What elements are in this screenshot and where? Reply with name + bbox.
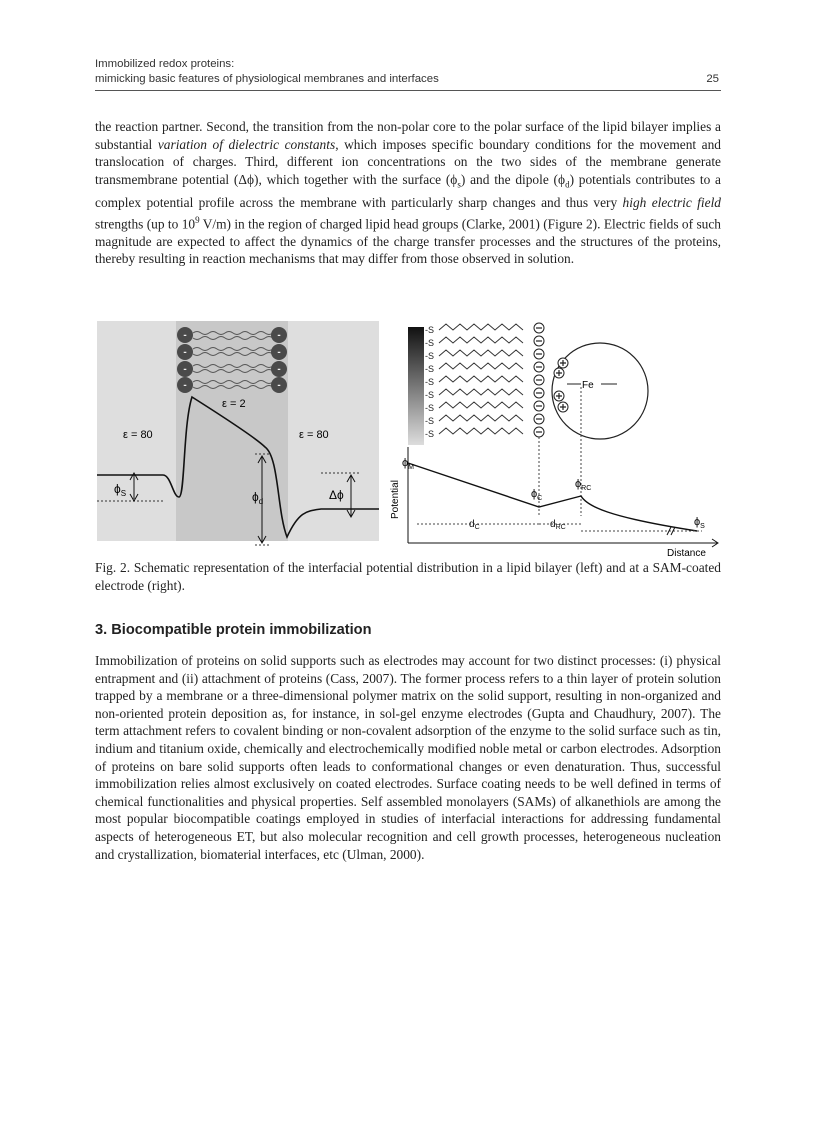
x-axis-label: Distance	[667, 548, 706, 559]
thiol-labels	[425, 325, 434, 439]
svg-text:-S: -S	[425, 390, 434, 400]
fe-label: Fe	[582, 380, 594, 391]
svg-text:-: -	[183, 347, 187, 358]
svg-text:-S: -S	[425, 429, 434, 439]
paragraph-immobilization: Immobilization of proteins on solid supports such as electrodes may account for two distinct processes: (i) physical entrapment and (ii) attachment of proteins (Cass, 2007). The former process refers to a thin layer of protein solution trapped by a membrane or a three-dimensional polymer matrix on the solid support, resulting in non-organized and non-oriented protein deposition as, for instance, in sol-gel enzyme electrodes (Gupta and Chaudhury, 2007). The term attachment refers to covalent binding or non-covalent adsorption of the enzyme to the solid surface such as tin, indium and titanium oxide, chemically and electrochemically modified noble metal or carbon electrodes. Adsorption of proteins on bare solid supports often leads to conformational changes or even denaturation. Thus, successful immobilization relies almost exclusively on coated electrodes. Surface coating needs to be well defined in terms of chemical functionalities and physical properties. Self assembled monolayers (SAMs) of alkanethiols are among the most popular biocompatible coatings employed in studies of interfacial interactions for addressing fundamental aspects of heterogeneous ET, but also molecular recognition and cell growth processes, heterogeneous nucleation and crystallization, biomaterial interfaces, etc (Ulman, 2000).	[95, 653, 721, 862]
running-header	[95, 57, 721, 87]
membrane-core-region	[176, 321, 288, 541]
right-panel-sam-electrode	[390, 323, 718, 559]
surface-negative-charges	[534, 323, 544, 437]
svg-text:-S: -S	[425, 351, 434, 361]
page-number: 25	[706, 73, 719, 85]
svg-text:-S: -S	[425, 377, 434, 387]
svg-text:-S: -S	[425, 403, 434, 413]
svg-text:-: -	[183, 380, 187, 391]
eps-right-label: ε = 80	[299, 429, 329, 441]
header-title-line1: Immobilized redox proteins:	[95, 58, 235, 70]
svg-text:-: -	[183, 364, 187, 375]
left-panel-bilayer	[97, 321, 379, 545]
svg-text:-S: -S	[425, 364, 434, 374]
svg-text:-: -	[183, 330, 187, 341]
figure-2-svg	[97, 321, 722, 561]
header-title-line2: mimicking basic features of physiological membranes and interfaces	[95, 73, 439, 85]
figure-2	[97, 321, 722, 561]
eps-core-label: ε = 2	[222, 398, 246, 410]
svg-text:-: -	[277, 347, 281, 358]
d-rc-label: $d_{RC}$	[550, 519, 566, 531]
header-rule	[95, 90, 721, 91]
y-axis-label: Potential	[390, 480, 401, 519]
figure-caption: Fig. 2. Schematic representation of the interfacial potential distribution in a lipid bilayer (left) and at a SAM-coated electrode (right).	[95, 560, 721, 593]
protein-sphere	[552, 343, 648, 439]
delta-phi-label: Δϕ	[329, 488, 344, 502]
svg-text:-S: -S	[425, 416, 434, 426]
phi-rc-label: $\phi_{RC}$	[575, 478, 592, 492]
eps-left-label: ε = 80	[123, 429, 153, 441]
svg-text:-: -	[277, 380, 281, 391]
section-heading: 3. Biocompatible protein immobilization	[95, 622, 372, 638]
phi-c-label: $\phi_C$	[531, 488, 543, 502]
svg-text:-: -	[277, 364, 281, 375]
electrode	[408, 327, 424, 445]
svg-text:-S: -S	[425, 338, 434, 348]
svg-text:-S: -S	[425, 325, 434, 335]
phi-s-electrode-label: $\phi_S$	[694, 516, 705, 530]
phi-s-label: $\phi_S$	[114, 482, 127, 498]
phi-d-label: $\phi_d$	[252, 490, 264, 506]
alkyl-chains	[439, 324, 523, 434]
svg-text:-: -	[277, 330, 281, 341]
paragraph-intro: the reaction partner. Second, the transition from the non-polar core to the polar surface of the lipid bilayer implies a substantial variation of dielectric constants, which imposes specific boundary conditions for the movement and translocation of charges. Third, different ion concentrations on the two sides of the membrane generate transmembrane potential (Δϕ), which together with the surface $(\phi_s)$ and the dipole $(\phi_d)$ potentials contributes to a complex potential profile across the membrane with particularly sharp changes and thus very high electric field strengths (up to $10^9$ V/m) in the region of charged lipid head groups (Clarke, 2001) (Figure 2). Electric fields of such magnitude are expected to affect the dynamics of the charge transfer processes and the structures of the proteins, thereby resulting in reaction mechanisms that may differ from those observed in solution.	[95, 119, 721, 267]
phi-m-label: $\phi_M$	[402, 457, 415, 471]
d-c-label: $d_C$	[469, 519, 480, 531]
